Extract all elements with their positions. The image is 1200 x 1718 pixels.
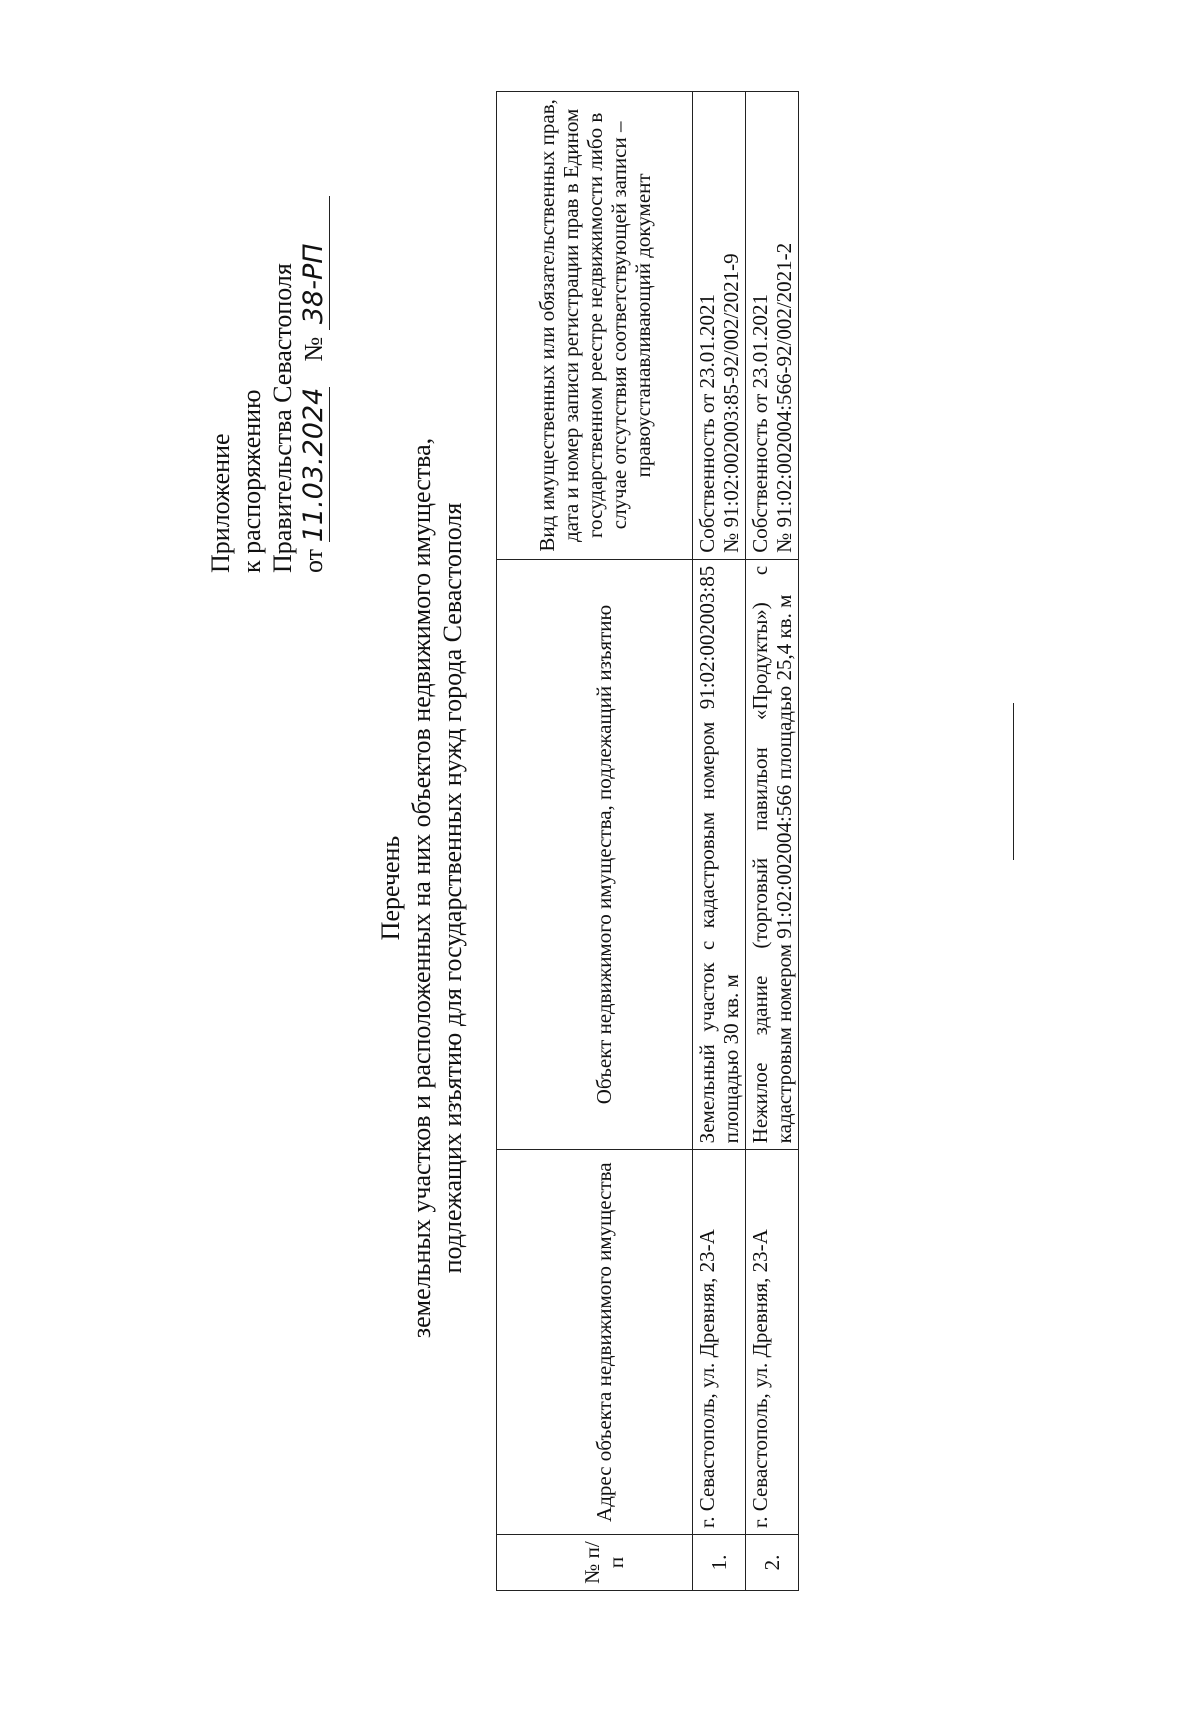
row-rights: [746, 92, 799, 560]
appendix-authority-line: Правительства Севастополя: [268, 263, 297, 573]
table-header-row: [497, 92, 693, 1591]
row-object: Нежилое здание (торговый павильон «Продукты») с кадастровым номером 91:02:002004:566 площадью 25,4 кв. м: [746, 559, 799, 1150]
rights-record-number: № 91:02:002004:566-92/002/2021-2: [772, 242, 796, 553]
header-rights: Вид имущественных или обязательственных прав, дата и номер записи регистрации прав в Едином государственном реестре недвижимости либо в случае отсутствия соответствующей записи – правоустанавливающий документ: [497, 92, 693, 560]
rights-type: Собственность от 23.01.2021: [748, 293, 772, 553]
row-address: г. Севастополь, ул. Древняя, 23-А: [693, 1150, 746, 1535]
title-line-3: подлежащих изъятию для государственных нужд города Севастополя: [438, 502, 467, 1274]
row-object: Земельный участок с кадастровым номером 91:02:002003:85 площадью 30 кв. м: [693, 559, 746, 1150]
property-table: [496, 91, 799, 1591]
appendix-block: [205, 53, 330, 573]
number-prefix: №: [299, 336, 328, 362]
appendix-title: Приложение: [206, 433, 235, 573]
handwritten-date: 11.03.2024: [298, 387, 329, 543]
row-number: 2.: [746, 1535, 799, 1591]
header-number: № п/п: [497, 1535, 693, 1591]
row-address: г. Севастополь, ул. Древняя, 23-А: [746, 1150, 799, 1535]
row-number: 1.: [693, 1535, 746, 1591]
header-object: Объект недвижимого имущества, подлежащий изъятию: [497, 559, 693, 1150]
rights-record-number: № 91:02:002003:85-92/002/2021-9: [719, 253, 743, 553]
table-row: [746, 92, 799, 1591]
handwritten-number: 38-РП: [298, 196, 330, 330]
header-address: Адрес объекта недвижимого имущества: [497, 1150, 693, 1535]
document-title: [375, 218, 468, 1558]
row-rights: [693, 92, 746, 560]
title-heading: Перечень: [376, 835, 405, 941]
date-prefix: от: [299, 548, 328, 573]
table-row: [693, 92, 746, 1591]
title-line-2: земельных участков и расположенных на них объектов недвижимого имущества,: [407, 437, 436, 1339]
rights-type: Собственность от 23.01.2021: [695, 293, 719, 553]
appendix-order-line: к распоряжению: [237, 389, 266, 573]
end-separator-line: [1013, 703, 1014, 860]
appendix-date-number-line: [298, 53, 330, 573]
